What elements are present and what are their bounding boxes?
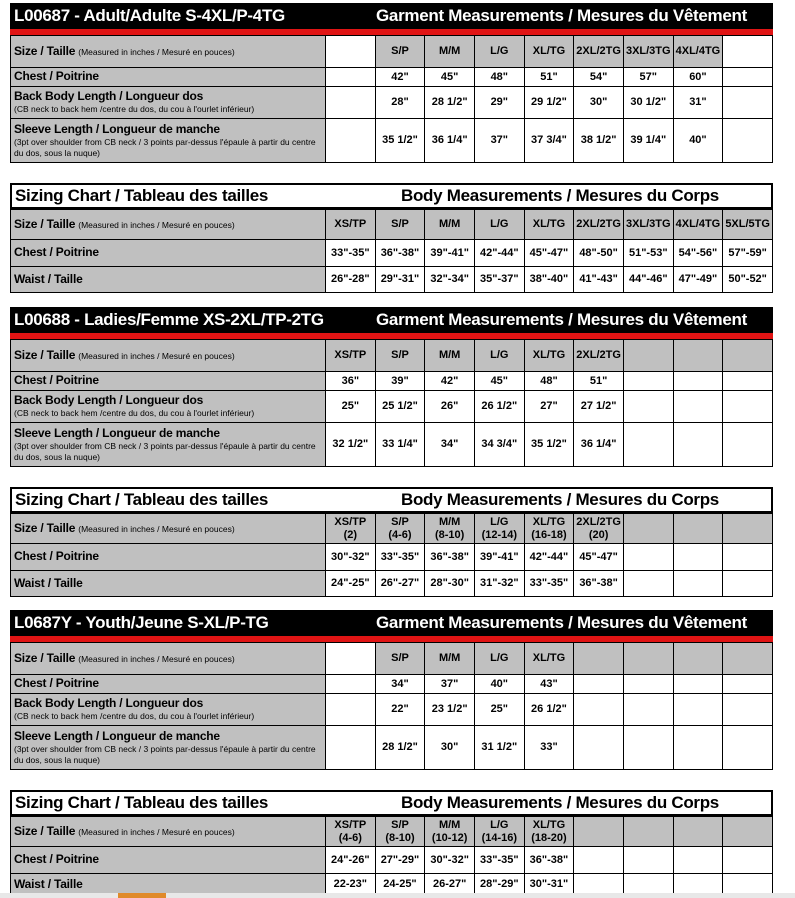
sizing-table bbox=[10, 513, 773, 597]
table-cell: 42"-44" bbox=[474, 240, 524, 267]
table-cell: 33"-35" bbox=[474, 847, 524, 874]
row-label-cell: Size / Taille (Measured in inches / Mesuré en pouces) bbox=[11, 514, 326, 544]
table-cell bbox=[326, 119, 376, 163]
table-cell: 2XL/2TG (20) bbox=[574, 514, 624, 544]
row-label-cell: Chest / Poitrine bbox=[11, 372, 326, 391]
table-cell: 31 1/2" bbox=[474, 726, 524, 770]
table-cell bbox=[326, 675, 376, 694]
table-cell: 30"-32" bbox=[425, 847, 475, 874]
table-cell: 25 1/2" bbox=[375, 391, 425, 423]
table-cell: 26" bbox=[425, 391, 475, 423]
row-label-cell: Chest / Poitrine bbox=[11, 240, 326, 267]
table-row bbox=[11, 423, 773, 467]
table-cell: XS/TP (4-6) bbox=[326, 817, 376, 847]
scroll-marker bbox=[118, 893, 166, 898]
sizing-heading: Body Measurements / Mesures du Corps bbox=[401, 490, 719, 509]
table-row bbox=[11, 726, 773, 770]
table-cell: 45" bbox=[425, 68, 475, 87]
table-cell: 32"-34" bbox=[425, 267, 475, 293]
table-cell: XS/TP bbox=[326, 210, 376, 240]
table-cell bbox=[673, 643, 723, 675]
table-cell: 36"-38" bbox=[375, 240, 425, 267]
row-label-cell: Chest / Poitrine bbox=[11, 675, 326, 694]
table-cell: 33" bbox=[524, 726, 574, 770]
garment-heading: Garment Measurements / Mesures du Vêtement bbox=[376, 6, 747, 25]
table-cell: 34 3/4" bbox=[474, 423, 524, 467]
table-cell bbox=[673, 514, 723, 544]
table-cell bbox=[723, 87, 773, 119]
table-row bbox=[11, 68, 773, 87]
table-cell: 30" bbox=[574, 87, 624, 119]
table-cell bbox=[673, 847, 723, 874]
table-cell: M/M (10-12) bbox=[425, 817, 475, 847]
table-cell bbox=[723, 423, 773, 467]
table-cell: M/M (8-10) bbox=[425, 514, 475, 544]
table-cell bbox=[623, 643, 673, 675]
garment-title: L00687 - Adult/Adulte S-4XL/P-4TG bbox=[14, 6, 285, 25]
table-cell: 36" bbox=[326, 372, 376, 391]
table-cell: XL/TG (16-18) bbox=[524, 514, 574, 544]
table-cell: 39 1/4" bbox=[623, 119, 673, 163]
bottom-scroll-strip bbox=[0, 893, 795, 898]
table-cell bbox=[673, 694, 723, 726]
table-cell bbox=[723, 847, 773, 874]
table-cell bbox=[723, 675, 773, 694]
table-cell bbox=[574, 643, 624, 675]
table-cell: 25" bbox=[474, 694, 524, 726]
row-label-cell: Chest / Poitrine bbox=[11, 847, 326, 874]
table-cell bbox=[623, 340, 673, 372]
table-row bbox=[11, 694, 773, 726]
row-label-cell: Chest / Poitrine bbox=[11, 544, 326, 571]
table-row bbox=[11, 544, 773, 571]
table-row bbox=[11, 675, 773, 694]
garment-heading: Garment Measurements / Mesures du Vêtement bbox=[376, 613, 747, 632]
table-cell: 27"-29" bbox=[375, 847, 425, 874]
table-cell bbox=[723, 514, 773, 544]
table-cell: XL/TG bbox=[524, 340, 574, 372]
table-row bbox=[11, 267, 773, 293]
table-cell: 39"-41" bbox=[474, 544, 524, 571]
sizing-ladies bbox=[10, 487, 773, 597]
table-cell: 35"-37" bbox=[474, 267, 524, 293]
table-cell: L/G bbox=[474, 210, 524, 240]
table-cell: 4XL/4TG bbox=[673, 36, 723, 68]
table-cell: L/G (12-14) bbox=[474, 514, 524, 544]
table-cell: 51" bbox=[574, 372, 624, 391]
table-cell: 54" bbox=[574, 68, 624, 87]
table-cell: 30"-31" bbox=[524, 874, 574, 896]
table-row bbox=[11, 391, 773, 423]
table-cell: 26-27" bbox=[425, 874, 475, 896]
table-cell: 48"-50" bbox=[574, 240, 624, 267]
table-cell bbox=[574, 675, 624, 694]
table-cell: S/P bbox=[375, 340, 425, 372]
table-cell: 28" bbox=[375, 87, 425, 119]
table-cell: 48" bbox=[524, 372, 574, 391]
table-cell: 35 1/2" bbox=[524, 423, 574, 467]
size-row bbox=[11, 36, 773, 68]
sizing-table bbox=[10, 209, 773, 293]
table-cell: L/G (14-16) bbox=[474, 817, 524, 847]
table-cell: 4XL/4TG bbox=[673, 210, 723, 240]
table-cell: 30 1/2" bbox=[623, 87, 673, 119]
table-cell: M/M bbox=[425, 643, 475, 675]
sizing-table bbox=[10, 816, 773, 896]
table-cell bbox=[723, 571, 773, 597]
table-cell: 29 1/2" bbox=[524, 87, 574, 119]
row-label-cell: Waist / Taille bbox=[11, 267, 326, 293]
table-cell: 33"-35" bbox=[326, 240, 376, 267]
table-cell: 36 1/4" bbox=[425, 119, 475, 163]
garment-table bbox=[10, 35, 773, 163]
table-cell: 33 1/4" bbox=[375, 423, 425, 467]
table-cell: L/G bbox=[474, 643, 524, 675]
table-cell: 47"-49" bbox=[673, 267, 723, 293]
table-cell: 41"-43" bbox=[574, 267, 624, 293]
row-label-cell: Sleeve Length / Longueur de manche (3pt over shoulder from CB neck / 3 points par-dessus l'épaule à partir du centre du dos, sous la nuque) bbox=[11, 119, 326, 163]
table-cell: 34" bbox=[375, 675, 425, 694]
table-cell: 39" bbox=[375, 372, 425, 391]
table-cell: XL/TG (18-20) bbox=[524, 817, 574, 847]
table-cell: 31"-32" bbox=[474, 571, 524, 597]
table-cell bbox=[326, 68, 376, 87]
table-cell: 22-23" bbox=[326, 874, 376, 896]
table-cell: 37 3/4" bbox=[524, 119, 574, 163]
row-label-cell: Size / Taille (Measured in inches / Mesuré en pouces) bbox=[11, 817, 326, 847]
table-cell: 37" bbox=[425, 675, 475, 694]
table-cell: L/G bbox=[474, 36, 524, 68]
table-cell bbox=[326, 726, 376, 770]
table-cell: 29"-31" bbox=[375, 267, 425, 293]
garment-table bbox=[10, 642, 773, 770]
table-cell: 36"-38" bbox=[425, 544, 475, 571]
table-cell: 42" bbox=[425, 372, 475, 391]
table-cell: 44"-46" bbox=[623, 267, 673, 293]
table-cell: 37" bbox=[474, 119, 524, 163]
table-cell: 54"-56" bbox=[673, 240, 723, 267]
table-cell: 28"-29" bbox=[474, 874, 524, 896]
table-cell: 26"-27" bbox=[375, 571, 425, 597]
table-cell bbox=[723, 340, 773, 372]
sizing-header bbox=[10, 487, 773, 513]
sizing-title: Sizing Chart / Tableau des tailles bbox=[15, 490, 269, 509]
garment-header bbox=[10, 307, 773, 339]
table-cell bbox=[673, 571, 723, 597]
table-cell bbox=[326, 694, 376, 726]
table-cell: 34" bbox=[425, 423, 475, 467]
garment-table bbox=[10, 339, 773, 467]
table-cell: 3XL/3TG bbox=[623, 210, 673, 240]
table-cell bbox=[623, 372, 673, 391]
table-cell bbox=[623, 514, 673, 544]
table-cell bbox=[723, 643, 773, 675]
section-adult bbox=[10, 3, 773, 163]
table-cell: S/P bbox=[375, 210, 425, 240]
garment-title: L00688 - Ladies/Femme XS-2XL/TP-2TG bbox=[14, 310, 324, 329]
table-cell: XL/TG bbox=[524, 210, 574, 240]
table-cell bbox=[623, 694, 673, 726]
section-youth bbox=[10, 610, 773, 770]
table-cell: 2XL/2TG bbox=[574, 210, 624, 240]
table-cell: XL/TG bbox=[524, 36, 574, 68]
size-row bbox=[11, 210, 773, 240]
table-cell: 42"-44" bbox=[524, 544, 574, 571]
table-cell bbox=[673, 817, 723, 847]
table-cell: 51"-53" bbox=[623, 240, 673, 267]
table-cell: 48" bbox=[474, 68, 524, 87]
table-cell: 33"-35" bbox=[375, 544, 425, 571]
table-cell bbox=[723, 726, 773, 770]
table-cell: 36"-38" bbox=[524, 847, 574, 874]
table-cell: 39"-41" bbox=[425, 240, 475, 267]
table-cell: 36 1/4" bbox=[574, 423, 624, 467]
table-cell: 22" bbox=[375, 694, 425, 726]
table-cell bbox=[723, 544, 773, 571]
table-row bbox=[11, 847, 773, 874]
table-cell: S/P (8-10) bbox=[375, 817, 425, 847]
table-cell bbox=[673, 423, 723, 467]
row-label-cell: Sleeve Length / Longueur de manche (3pt over shoulder from CB neck / 3 points par-dessus l'épaule à partir du centre du dos, sous la nuque) bbox=[11, 726, 326, 770]
table-cell bbox=[574, 726, 624, 770]
sizing-heading: Body Measurements / Mesures du Corps bbox=[401, 793, 719, 812]
table-cell bbox=[723, 372, 773, 391]
table-row bbox=[11, 240, 773, 267]
table-cell: 35 1/2" bbox=[375, 119, 425, 163]
table-cell bbox=[673, 726, 723, 770]
table-row bbox=[11, 571, 773, 597]
table-cell: M/M bbox=[425, 36, 475, 68]
table-cell: XL/TG bbox=[524, 643, 574, 675]
table-cell: 2XL/2TG bbox=[574, 36, 624, 68]
table-cell: 28 1/2" bbox=[375, 726, 425, 770]
table-cell: XS/TP bbox=[326, 340, 376, 372]
size-row bbox=[11, 817, 773, 847]
table-cell bbox=[723, 391, 773, 423]
table-cell: 25" bbox=[326, 391, 376, 423]
table-cell bbox=[623, 675, 673, 694]
table-cell: S/P (4-6) bbox=[375, 514, 425, 544]
table-cell: 38 1/2" bbox=[574, 119, 624, 163]
garment-title: L0687Y - Youth/Jeune S-XL/P-TG bbox=[14, 613, 269, 632]
table-cell bbox=[673, 340, 723, 372]
table-cell bbox=[326, 36, 376, 68]
table-cell: 23 1/2" bbox=[425, 694, 475, 726]
table-cell: 43" bbox=[524, 675, 574, 694]
row-label-cell: Waist / Taille bbox=[11, 571, 326, 597]
table-cell bbox=[623, 391, 673, 423]
table-row bbox=[11, 119, 773, 163]
table-cell: 38"-40" bbox=[524, 267, 574, 293]
size-row bbox=[11, 514, 773, 544]
table-cell bbox=[574, 817, 624, 847]
table-cell: 26"-28" bbox=[326, 267, 376, 293]
table-cell: M/M bbox=[425, 210, 475, 240]
table-cell bbox=[623, 847, 673, 874]
row-label-cell: Waist / Taille bbox=[11, 874, 326, 896]
table-cell bbox=[623, 817, 673, 847]
table-cell bbox=[623, 726, 673, 770]
sizing-heading: Body Measurements / Mesures du Corps bbox=[401, 186, 719, 205]
table-cell: 45"-47" bbox=[574, 544, 624, 571]
table-cell bbox=[673, 372, 723, 391]
table-row bbox=[11, 87, 773, 119]
table-cell bbox=[574, 847, 624, 874]
table-cell: 28"-30" bbox=[425, 571, 475, 597]
sizing-title: Sizing Chart / Tableau des tailles bbox=[15, 793, 269, 812]
size-row bbox=[11, 340, 773, 372]
row-label-cell: Back Body Length / Longueur dos (CB neck to back hem /centre du dos, du cou à l'ourlet inférieur) bbox=[11, 391, 326, 423]
table-cell: 30" bbox=[425, 726, 475, 770]
table-cell: 29" bbox=[474, 87, 524, 119]
sizing-header bbox=[10, 790, 773, 816]
table-cell bbox=[574, 694, 624, 726]
table-cell: 45"-47" bbox=[524, 240, 574, 267]
sizing-adult bbox=[10, 183, 773, 293]
row-label-cell: Back Body Length / Longueur dos (CB neck to back hem /centre du dos, du cou à l'ourlet inférieur) bbox=[11, 87, 326, 119]
size-row bbox=[11, 643, 773, 675]
table-cell: 28 1/2" bbox=[425, 87, 475, 119]
table-cell: 27 1/2" bbox=[574, 391, 624, 423]
table-cell bbox=[723, 36, 773, 68]
size-label-cell: Size / Taille (Measured in inches / Mesuré en pouces) bbox=[11, 36, 326, 68]
table-cell: XS/TP (2) bbox=[326, 514, 376, 544]
table-cell bbox=[623, 571, 673, 597]
table-cell: S/P bbox=[375, 36, 425, 68]
table-cell: 24-25" bbox=[375, 874, 425, 896]
table-cell: 42" bbox=[375, 68, 425, 87]
table-cell bbox=[723, 694, 773, 726]
table-cell: 24"-25" bbox=[326, 571, 376, 597]
sizing-youth bbox=[10, 790, 773, 896]
table-cell: 3XL/3TG bbox=[623, 36, 673, 68]
table-cell: 40" bbox=[474, 675, 524, 694]
table-cell: 36"-38" bbox=[574, 571, 624, 597]
table-cell: 60" bbox=[673, 68, 723, 87]
table-cell: S/P bbox=[375, 643, 425, 675]
table-cell bbox=[326, 87, 376, 119]
table-cell: 50"-52" bbox=[723, 267, 773, 293]
table-cell bbox=[673, 391, 723, 423]
table-cell bbox=[723, 817, 773, 847]
table-cell: 30"-32" bbox=[326, 544, 376, 571]
table-cell: 27" bbox=[524, 391, 574, 423]
table-cell: 26 1/2" bbox=[524, 694, 574, 726]
table-cell bbox=[623, 423, 673, 467]
garment-header bbox=[10, 3, 773, 35]
table-cell: 2XL/2TG bbox=[574, 340, 624, 372]
garment-heading: Garment Measurements / Mesures du Vêtement bbox=[376, 310, 747, 329]
garment-header bbox=[10, 610, 773, 642]
sizing-header bbox=[10, 183, 773, 209]
table-cell: 57" bbox=[623, 68, 673, 87]
table-cell: 5XL/5TG bbox=[723, 210, 773, 240]
row-label-cell: Sleeve Length / Longueur de manche (3pt over shoulder from CB neck / 3 points par-dessus l'épaule à partir du centre du dos, sous la nuque) bbox=[11, 423, 326, 467]
table-cell bbox=[673, 544, 723, 571]
table-cell: 31" bbox=[673, 87, 723, 119]
table-cell: 26 1/2" bbox=[474, 391, 524, 423]
row-label-cell: Size / Taille (Measured in inches / Mesuré en pouces) bbox=[11, 210, 326, 240]
row-label-cell: Back Body Length / Longueur dos (CB neck to back hem /centre du dos, du cou à l'ourlet inférieur) bbox=[11, 694, 326, 726]
table-cell: 33"-35" bbox=[524, 571, 574, 597]
table-cell: 40" bbox=[673, 119, 723, 163]
table-cell bbox=[623, 544, 673, 571]
sizing-title: Sizing Chart / Tableau des tailles bbox=[15, 186, 269, 205]
row-label-cell: Size / Taille (Measured in inches / Mesuré en pouces) bbox=[11, 643, 326, 675]
row-label-cell: Chest / Poitrine bbox=[11, 68, 326, 87]
table-cell bbox=[326, 643, 376, 675]
row-label-cell: Size / Taille (Measured in inches / Mesuré en pouces) bbox=[11, 340, 326, 372]
table-cell: L/G bbox=[474, 340, 524, 372]
table-cell: M/M bbox=[425, 340, 475, 372]
table-cell bbox=[723, 119, 773, 163]
section-ladies bbox=[10, 307, 773, 467]
table-cell: 57"-59" bbox=[723, 240, 773, 267]
table-cell bbox=[723, 68, 773, 87]
table-cell: 24"-26" bbox=[326, 847, 376, 874]
table-cell: 32 1/2" bbox=[326, 423, 376, 467]
table-row bbox=[11, 372, 773, 391]
table-cell bbox=[673, 675, 723, 694]
table-cell: 51" bbox=[524, 68, 574, 87]
table-cell: 45" bbox=[474, 372, 524, 391]
